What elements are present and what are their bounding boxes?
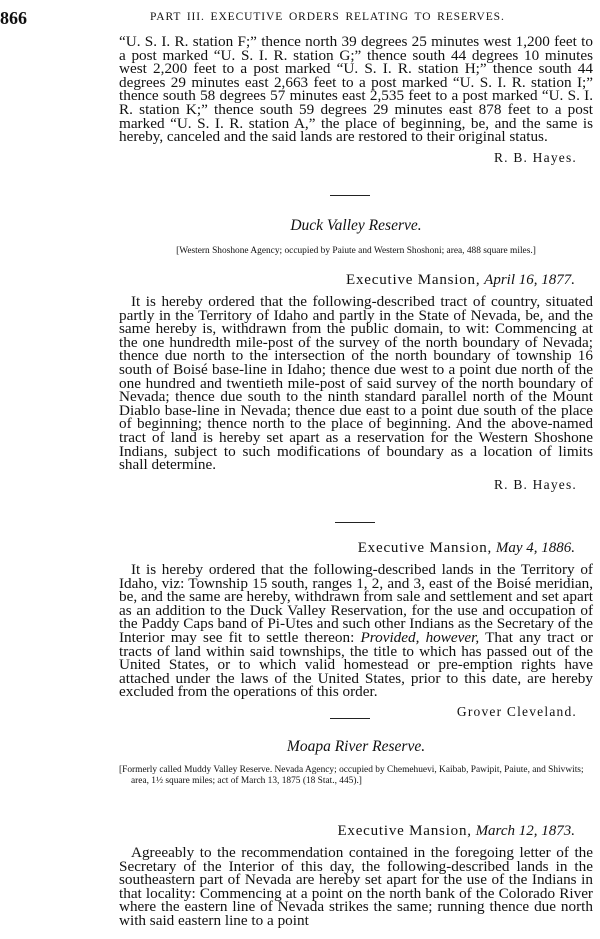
duck-valley-section bbox=[119, 217, 593, 257]
continuation-paragraph: “U. S. I. R. station F;” thence north 39 degrees 25 minutes west 1,200 feet to a post marked “U. S. I. R. station G;” thence south 44 degrees 10 minutes west 2,200 feet to a post marked “U. S. I. R. station H;” thence south 44 degrees 29 minutes east 2,663 feet to a post marked “U. S. I. R. station I;” thence south 58 degrees 57 minutes east 2,535 feet to a post marked “U. S. I. R. station K;” thence south 59 degrees 29 minutes east 878 feet to a post marked “U. S. I. R. station A,” the place of beginning, be, and the same is hereby, canceled and the said lands are restored to their original status. bbox=[119, 33, 593, 146]
running-head: PART III. EXECUTIVE ORDERS RELATING TO RESERVES. bbox=[150, 11, 505, 23]
order-1886 bbox=[119, 540, 593, 720]
executive-mansion-label: Executive Mansion, bbox=[346, 272, 481, 288]
order-text-1873: Agreeably to the recommendation contained in the foregoing letter of the Secretary of the Interior of this day, the following-described lands in the southeastern part of Nevada are hereby set apart for the use of the Indians in that locality: Commencing at a point on the north bank of the Colorado River where the eastern line of Nevada strikes the same; running thence due north with said eastern line to a point bbox=[119, 844, 593, 929]
order-date: April 16, 1877. bbox=[484, 272, 575, 288]
reserve-note-duck-valley: [Western Shoshone Agency; occupied by Paiute and Western Shoshoni; area, 488 square miles.] bbox=[176, 246, 536, 256]
signature-hayes-1: R. B. Hayes. bbox=[493, 149, 577, 165]
page-number: 866 bbox=[0, 8, 27, 28]
order-text-1877: It is hereby ordered that the following-described tract of country, situated partly in the Territory of Idaho and partly in the State of Nevada, be, and the same hereby is, withdrawn from the public domain, to wit: Commencing at the one hundredth mile-post of the survey of the north boundary of Nevada; thence due north to the intersection of the north boundary of township 16 south of Boisé base-line in Idaho; thence due west to a point due north of the one hundred and twentieth mile-post of said survey of the north boundary of Nevada; thence due south to the ninth standard parallel north of the Mount Diablo base-line in Nevada; thence due east to a point due south of the place of beginning; thence north to the place of beginning. And the above-named tract of land is hereby set apart as a reservation for the Western Shoshone Indians, subject to such modifications of boundary as a location of limits shall determine. bbox=[119, 293, 593, 474]
continuation-block bbox=[119, 35, 593, 166]
dateline-1873 bbox=[119, 823, 593, 840]
moapa-section bbox=[119, 738, 593, 786]
executive-mansion-label: Executive Mansion, bbox=[357, 540, 493, 556]
order-date: March 12, 1873. bbox=[475, 823, 575, 839]
dateline-1877 bbox=[119, 272, 593, 289]
section-divider bbox=[330, 195, 370, 196]
section-divider bbox=[330, 718, 370, 719]
dateline-1886 bbox=[119, 540, 593, 557]
order-1873 bbox=[119, 823, 593, 928]
reserve-title-duck-valley: Duck Valley Reserve. bbox=[290, 217, 422, 234]
signature-cleveland: Grover Cleveland. bbox=[456, 703, 577, 719]
proviso-phrase: Provided, however, bbox=[360, 628, 480, 646]
order-text-1886-part2: That any tract or tracts of land within said townships, the title to which has passed out of the United States, or to which valid homestead or pre-emption rights have attached under the laws of the United States, prior to this date, are hereby excluded from the operations of this order. bbox=[119, 628, 594, 701]
order-date: May 4, 1886. bbox=[495, 540, 575, 556]
order-text-1886 bbox=[119, 563, 593, 699]
order-text-1886-part1: It is hereby ordered that the following-described lands in the Territory of Idaho, viz: Township 15 south, ranges 1, 2, and 3, east of the Boisé meridian, be, and the same are hereby, withdrawn from sale and settlement and set apart as an addition to the Duck Valley Reservation, for the use and occupation of the Paddy Caps band of Pi-Utes and such other Indians as the Secretary of the Interior may see fit to settle thereon: bbox=[119, 561, 593, 646]
section-divider bbox=[335, 522, 375, 523]
reserve-title-moapa: Moapa River Reserve. bbox=[286, 738, 426, 755]
signature-hayes-2: R. B. Hayes. bbox=[493, 476, 577, 492]
order-1877 bbox=[119, 272, 593, 493]
executive-mansion-label: Executive Mansion, bbox=[337, 823, 472, 839]
reserve-note-moapa: [Formerly called Muddy Valley Reserve. Nevada Agency; occupied by Chemehuevi, Kaibab, Pawipit, Paiute, and Shivwits; area, 1½ square miles; act of March 13, 1875 (18 Stat., 445).] bbox=[119, 765, 584, 786]
